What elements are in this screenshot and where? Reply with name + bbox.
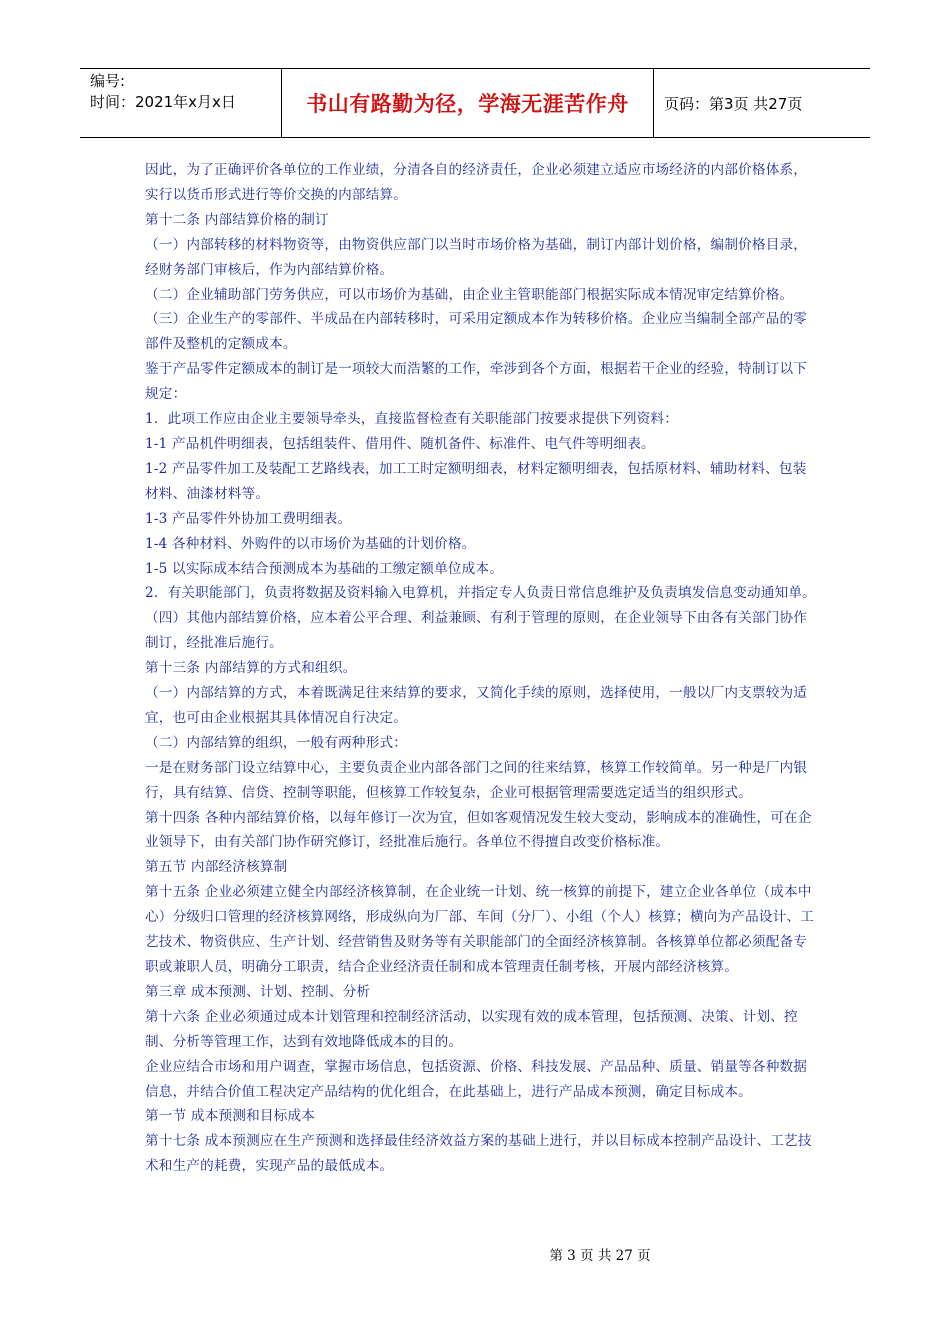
paragraph: 第十七条 成本预测应在生产预测和选择最佳经济效益方案的基础上进行，并以目标成本控制产品设计、工艺技术和生产的耗费，实现产品的最低成本。 <box>145 1133 812 1175</box>
list-item: 1-5 以实际成本结合预测成本为基础的工缴定额单位成本。 <box>145 560 504 577</box>
list-item: 1-3 产品零件外协加工费明细表。 <box>145 510 352 527</box>
list-item: 1-2 产品零件加工及装配工艺路线表，加工工时定额明细表，材料定额明细表，包括原材料、辅助材料、包装材料、油漆材料等。 <box>145 460 807 502</box>
paragraph: 因此，为了正确评价各单位的工作业绩，分清各自的经济责任，企业必须建立适应市场经济的内部价格体系，实行以货币形式进行等价交换的内部结算。 <box>145 162 808 203</box>
section-heading: 第一节 成本预测和目标成本 <box>145 1108 316 1125</box>
paragraph: 鉴于产品零件定额成本的制订是一项较大而浩繁的工作，牵涉到各个方面，根据若干企业的经验，特制订以下规定： <box>145 361 808 403</box>
paragraph: （一）内部转移的材料物资等，由物资供应部门以当时市场价格为基础，制订内部计划价格，编制价格目录，经财务部门审核后，作为内部结算价格。 <box>145 236 808 278</box>
paragraph: 第十五条 企业必须建立健全内部经济核算制，在企业统一计划、统一核算的前提下，建立企业各单位（成本中心）分级归口管理的经济核算网络，形成纵向为厂部、车间（分厂）、小组（个人）核算；横向为产品设计、工艺技术、物资供应、生产计划、经营销售及财务等有关职能部门的全面经济核算制。各核算单位都必须配备专职或兼职人员，明确分工职责，结合企业经济责任制和成本管理责任制考核，开展内部经济核算。 <box>145 884 815 975</box>
paragraph: 2．有关职能部门，负责将数据及资料输入电算机，并指定专人负责日常信息维护及负责填发信息变动通知单。 <box>145 585 816 602</box>
page-header <box>80 68 870 138</box>
section-heading: 第十三条 内部结算的方式和组织。 <box>145 660 357 677</box>
section-heading: 第十二条 内部结算价格的制订 <box>145 211 329 228</box>
document-number-label: 编号: <box>90 72 126 90</box>
paragraph: 1．此项工作应由企业主要领导牵头，直接监督检查有关职能部门按要求提供下列资料： <box>145 411 679 428</box>
paragraph: 一是在财务部门设立结算中心，主要负责企业内部各部门之间的往来结算，核算工作较简单。另一种是厂内银行，具有结算、信贷、控制等职能，但核算工作较复杂，企业可根据管理需要选定适当的组织形式。 <box>145 759 808 801</box>
footer-page-number: 第 3 页 共 27 页 <box>549 1248 651 1264</box>
paragraph: （二）内部结算的组织，一般有两种形式： <box>145 734 408 751</box>
page-footer <box>0 1244 950 1264</box>
document-date-label: 时间：2021年x月x日 <box>90 93 236 111</box>
paragraph: （四）其他内部结算价格，应本着公平合理、利益兼顾、有利于管理的原则，在企业领导下由各有关部门协作制订，经批准后施行。 <box>145 610 808 652</box>
paragraph: 企业应结合市场和用户调查，掌握市场信息，包括资源、价格、科技发展、产品品种、质量、销量等各种数据信息，并结合价值工程决定产品结构的优化组合，在此基础上，进行产品成本预测，确定目标成本。 <box>145 1058 808 1100</box>
header-page-number: 页码：第3页 共27页 <box>664 94 803 113</box>
chapter-heading: 第三章 成本预测、计划、控制、分析 <box>145 983 371 1000</box>
paragraph: （一）内部结算的方式，本着既满足往来结算的要求，又简化手续的原则，选择使用，一般以厂内支票较为适宜，也可由企业根据其具体情况自行决定。 <box>145 685 808 726</box>
list-item: 1-4 各种材料、外购件的以市场价为基础的计划价格。 <box>145 535 476 552</box>
paragraph: （二）企业辅助部门劳务供应，可以市场价为基础，由企业主管职能部门根据实际成本情况审定结算价格。 <box>145 286 794 303</box>
section-heading: 第五节 内部经济核算制 <box>145 859 288 876</box>
paragraph: 第十四条 各种内部结算价格，以每年修订一次为宜，但如客观情况发生较大变动，影响成本的准确性，可在企业领导下，由有关部门协作研究修订，经批准后施行。各单位不得擅自改变价格标准。 <box>145 809 812 851</box>
header-motto: 书山有路勤为径，学海无涯苦作舟 <box>282 69 654 137</box>
paragraph: （三）企业生产的零部件、半成品在内部转移时，可采用定额成本作为转移价格。企业应当编制全部产品的零部件及整机的定额成本。 <box>145 311 808 353</box>
paragraph: 第十六条 企业必须通过成本计划管理和控制经济活动，以实现有效的成本管理，包括预测、决策、计划、控制、分析等管理工作，达到有效地降低成本的目的。 <box>145 1008 798 1050</box>
list-item: 1-1 产品机件明细表，包括组装件、借用件、随机备件、标准件、电气件等明细表。 <box>145 435 655 452</box>
header-meta <box>80 69 282 137</box>
document-body <box>145 158 820 1179</box>
